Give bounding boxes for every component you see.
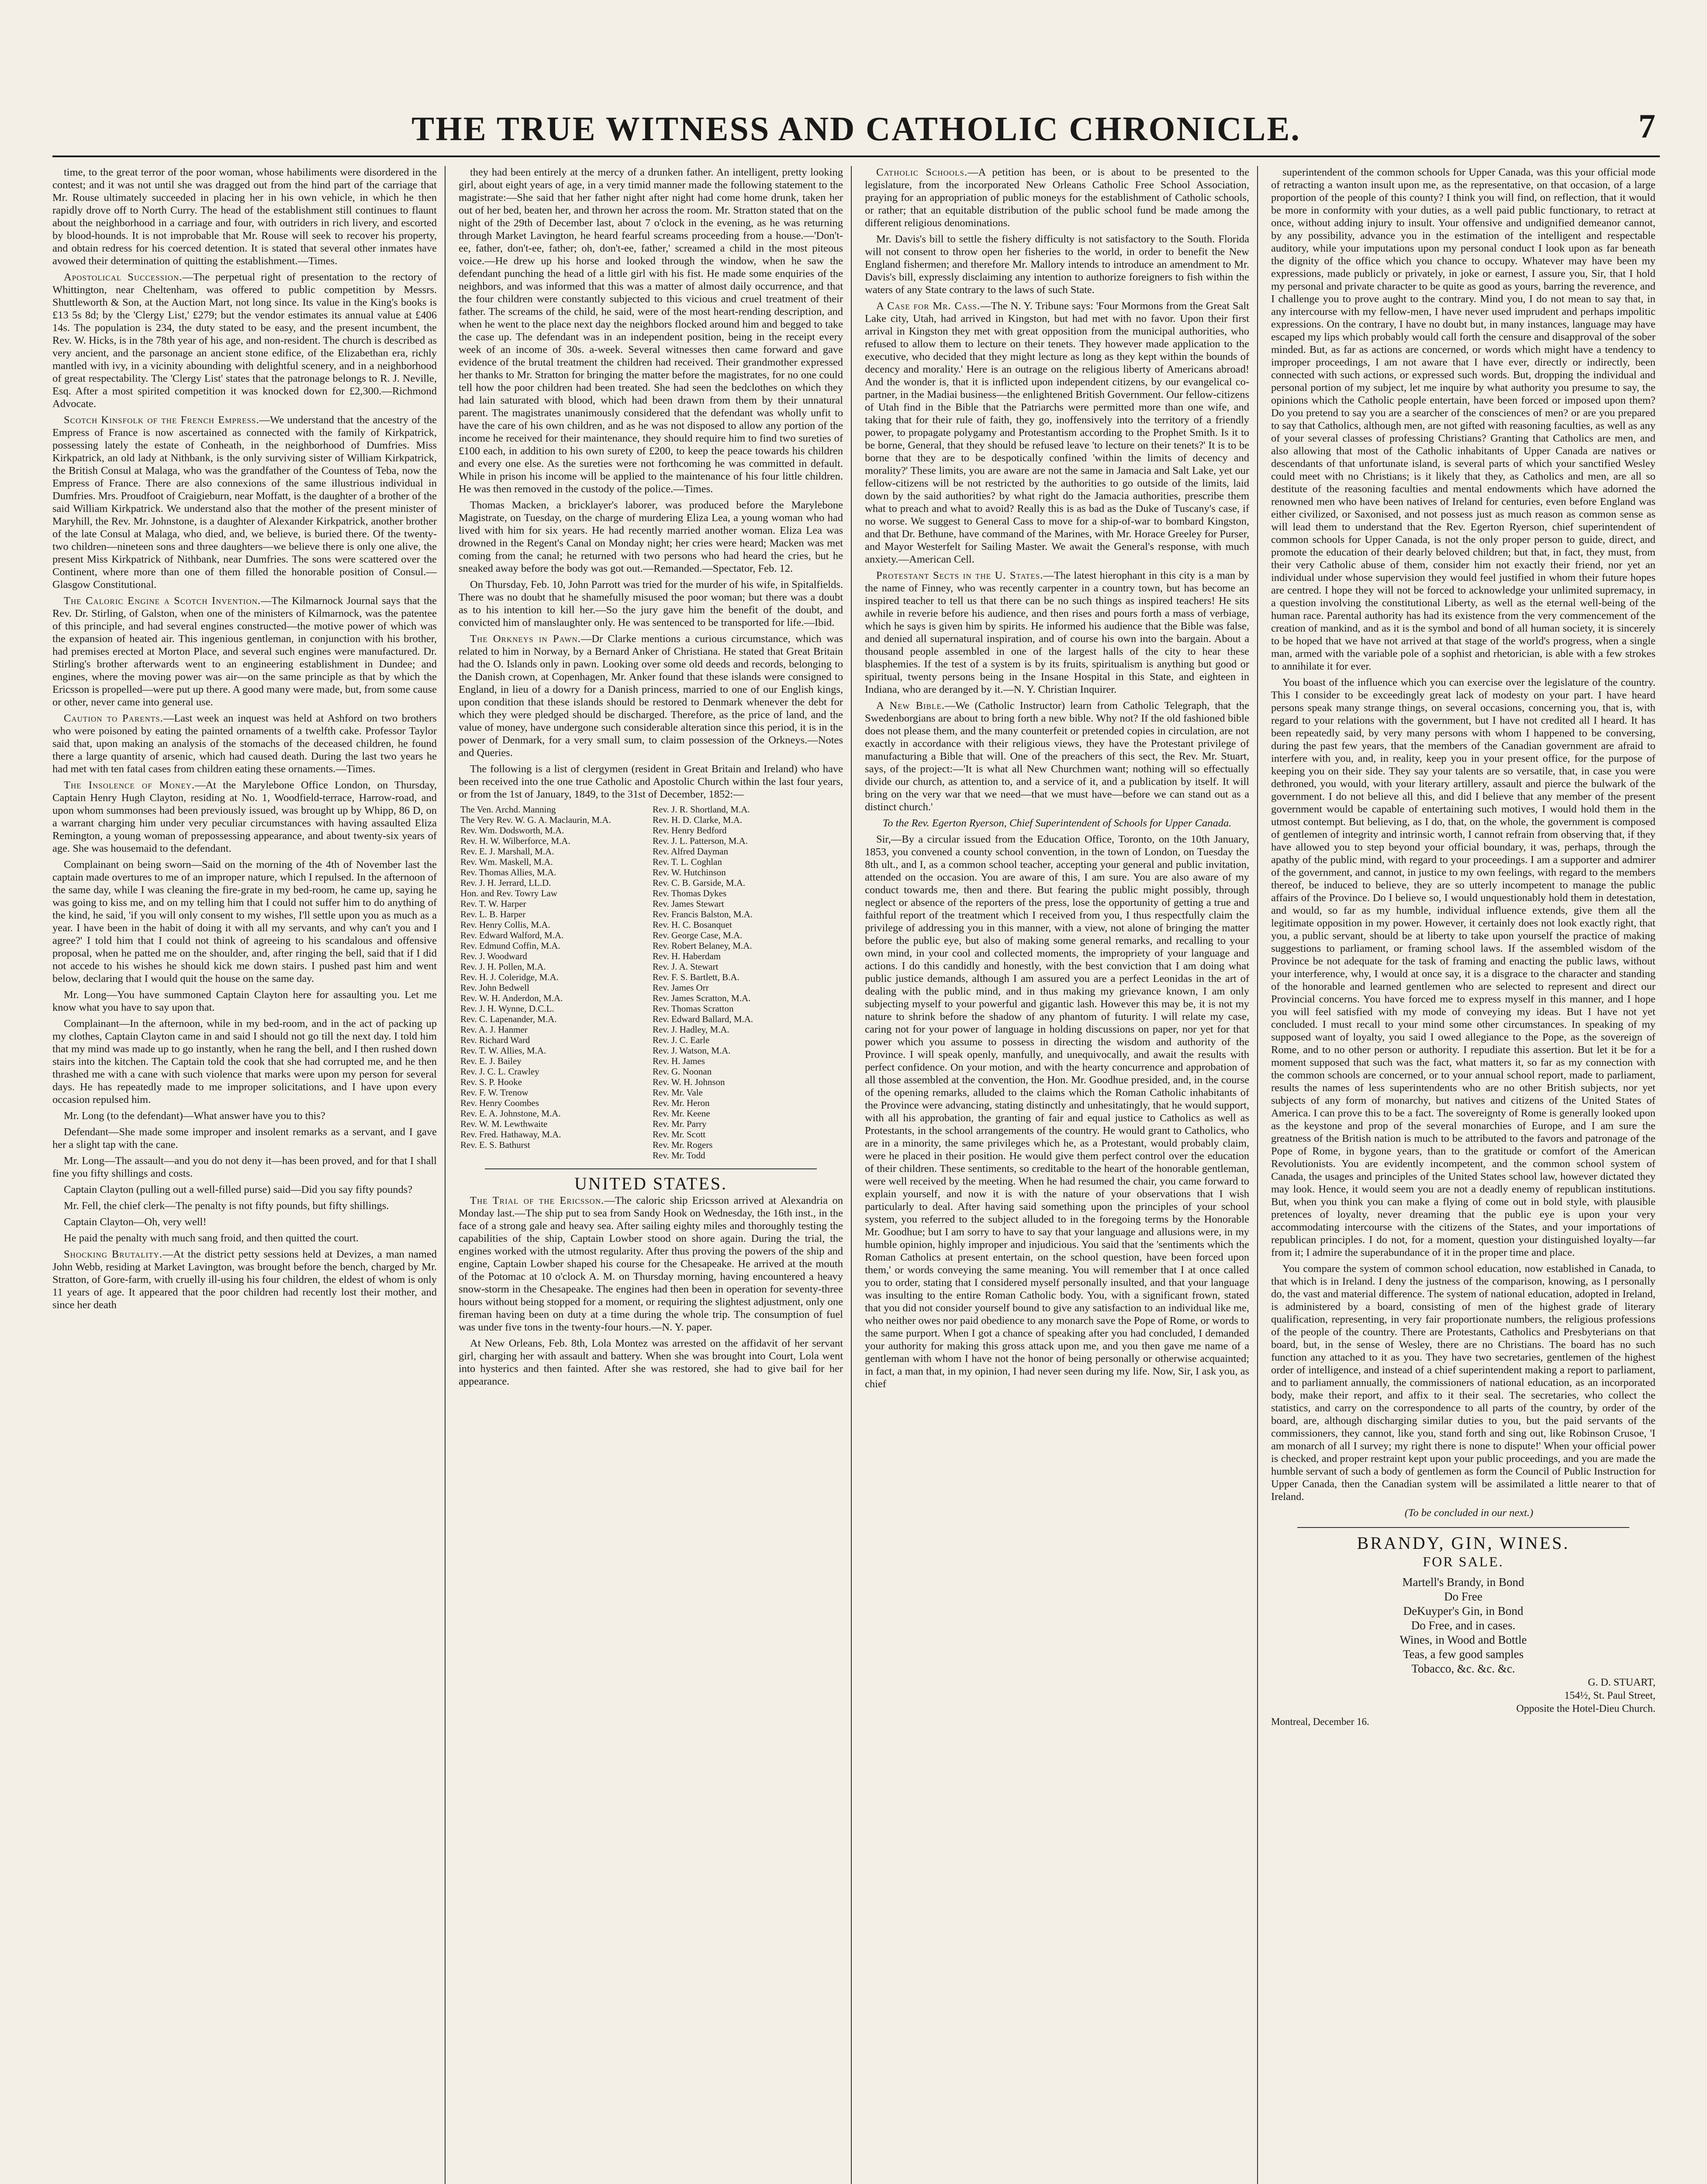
clergy-row: [459, 1108, 843, 1119]
article-paragraph: [52, 271, 437, 410]
clergy-name: Rev. James Scratton, M.A.: [653, 993, 751, 1003]
clergy-name: Rev. T. W. Harper: [460, 898, 526, 909]
article-paragraph: [52, 1017, 437, 1106]
clergy-row: [459, 1066, 843, 1077]
article-text: —Last week an inquest was held at Ashford on two brothers who were poisoned by eating the painted ornaments of a twelfth cake. Professor Taylor said that, upon making an analysis of the stomachs of the deceased children, he found there a large quantity of arsenic, which had caused death. During the last two years he had met with ten fatal cases from children eating these ornaments.—Times.: [52, 712, 437, 775]
clergy-name: Rev. J. Hadley, M.A.: [653, 1024, 729, 1035]
article-paragraph: [459, 632, 843, 759]
clergy-name: Hon. and Rev. Towry Law: [460, 888, 557, 898]
article-lead: Catholic Schools.: [876, 166, 968, 178]
article-text: superintendent of the common schools for Upper Canada, was this your official mode of retracting a wanton insult upon me, as the representative, on that occasion, of a large proportion of the people of this county? I think you will find, on reflection, that it would be more in conformity with your duties, as a well paid public functionary, to retract at once, without adding injury to insult. Your offensive and undignified demeanor cannot, by any possibility, advance you in the estimation of the intelligent and respectable auditory, while your imputations upon my personal conduct I look upon as far beneath the dignity of the office which you chance to occupy. Whatever may have been my expressions, made publicly or privately, in joke or earnest, I assure you, Sir, that I hold my personal and private character to be quite as good as yours, barring the reverence, and I challenge you to prove aught to the contrary. Mind you, I do not mean to say that, in any intercourse with my fellow-men, I have never used imprudent and perhaps impolitic expressions. On the contrary, I have no doubt but, in many instances, language may have escaped my lips which probably would call forth the censure and disapproval of the sober minded. But, as far as actions are concerned, or words which might have a tendency to improper proceedings, I am not aware that I have ever, directly or indirectly, been connected with such actions, or expressed such words. But, dropping the individual and personal portion of my subject, let me inquire by what authority you presume to say, the opinions which the Catholic people entertain, have been forced or imposed upon them? Do you pretend to say you are a searcher of the consciences of men? or are you prepared to say that Catholics, although men, are not gifted with reasoning faculties, as well as any of your several classes of professing Christians? Granting that Catholics are men, and also allowing that most of the Catholic inhabitants of Upper Canada are natives or descendants of that unfortunate island, is several parts of which your sanctified Wesley could meet with no Christians; is it likely that they, as Catholics and men, are all so destitute of the reasoning faculties and mental endowments which have adorned the renowned men who have been natives of Ireland for centuries, even before England was either civilized, or Saxonised, and not possess just as much reason as common sense as will lead them to understand that the Rev. Egerton Ryerson, chief superintendent of common schools for Upper Canada, is not the only proper person to guide, direct, and promote the education of their dearly beloved children; but that, in fact, they must, from their very Catholic abuse of them, consider him not exactly their friend, nor yet an individual under whose supervision they would feel justified in whom their future hopes are centred. I hope they will not be forced to acknowledge your unlimited supremacy, in a question involving the constitutional Liberty, as well as the eternal well-being of the human race. Parental authority has had its existence from the very commencement of the creation of mankind, and as it is the symbol and bond of all human society, it is sincerely to be hoped that we have not arrived at that stage of the world's progress, when a single man, armed with the variable pole of a sophist and rhetorician, is able with a few strokes to annihilate it for ever.: [1271, 166, 1655, 672]
article-paragraph: [865, 699, 1249, 813]
clergy-row: [459, 888, 843, 898]
clergy-row: [459, 857, 843, 867]
article-text: —At the district petty sessions held at Devizes, a man named John Webb, residing at Market Lavington, was brought before the bench, charged by Mr. Stratton, of Gore-farm, with cruelly ill-using his four children, the eldest of whom is only 11 years of age. It appeared that the poor children had recently lost their mother, and since her death: [52, 1248, 437, 1311]
clergy-list: [459, 804, 843, 1161]
article-text: On Thursday, Feb. 10, John Parrott was tried for the murder of his wife, in Spitalfields. There was no doubt that he shamefully misused the poor woman; but there was a doubt as to his intention to kill her.—So the jury gave him the benefit of the doubt, and convicted him of manslaughter only. He was sentenced to be transported for life.—Ibid.: [459, 579, 843, 629]
clergy-row: [459, 836, 843, 846]
article-text: Thomas Macken, a bricklayer's laborer, was produced before the Marylebone Magistrate, on Tuesday, on the charge of murdering Eliza Lea, a young woman who had lived with him for six years. He had recently married another woman. Eliza Lea was drowned in the Regent's Canal on Monday night; her cries were heard; Macken was met coming from the canal; he returned with two persons who had heard the cries, but he sneaked away before the body was got out.—Remanded.—Spectator, Feb. 12.: [459, 499, 843, 574]
clergy-name: Rev. T. L. Coghlan: [653, 857, 722, 867]
clergy-name: Rev. Mr. Parry: [653, 1119, 707, 1129]
article-paragraph: [52, 1232, 437, 1244]
clergy-name: Rev. Alfred Dayman: [653, 846, 729, 857]
clergy-name: Rev. James Stewart: [653, 898, 724, 909]
ad-item: Do Free, and in cases.: [1411, 1619, 1516, 1632]
article-paragraph: [52, 988, 437, 1014]
clergy-row: [459, 1003, 843, 1014]
article-lead: The Insolence of Money.: [64, 779, 195, 791]
clergy-row: [459, 1087, 843, 1098]
article-text: —At the Marylebone Office London, on Thursday, Captain Henry Hugh Clayton, residing at No. 1, Woodfield-terrace, Harrow-road, and upon whom summonses had been previously issued, was brought up by Whipp, 86 D, on a warrant charging him under very peculiar circumstances with having assaulted Eliza Remington, a young woman of prepossessing appearance, and about twenty-six years of age. She was housemaid to the defendant.: [52, 779, 437, 854]
clergy-name: Rev. W. Hutchinson: [653, 867, 726, 878]
ad-item: Martell's Brandy, in Bond: [1402, 1576, 1524, 1589]
article-paragraph: [52, 414, 437, 591]
clergy-row: [459, 972, 843, 982]
clergy-row: [459, 1150, 843, 1161]
article-paragraph: [865, 300, 1249, 566]
clergy-name: Rev. H. J. Coleridge, M.A.: [460, 972, 559, 982]
ad-item: Tobacco, &c. &c. &c.: [1411, 1662, 1515, 1675]
ad-item: Do Free: [1444, 1590, 1482, 1603]
clergy-name: Rev. J. A. Stewart: [653, 961, 719, 972]
clergy-name: Rev. F. S. Bartlett, B.A.: [653, 972, 739, 982]
clergy-name: Rev. W. M. Lewthwaite: [460, 1119, 548, 1129]
clergy-row: [459, 815, 843, 825]
clergy-name: Rev. Henry Coombes: [460, 1098, 539, 1108]
column-divider: [445, 166, 446, 2184]
clergy-name: Rev. J. R. Shortland, M.A.: [653, 804, 750, 815]
article-text: Mr. Long (to the defendant)—What answer have you to this?: [64, 1110, 325, 1122]
clergy-row: [459, 878, 843, 888]
article-text: At New Orleans, Feb. 8th, Lola Montez was arrested on the affidavit of her servant girl, charging her with assault and battery. When she was brought into Court, Lola went into hysterics and then fainted. After she was restored, she had to give bail for her appearance.: [459, 1337, 843, 1387]
clergy-row: [459, 867, 843, 878]
clergy-name: Rev. Wm. Maskell, M.A.: [460, 857, 553, 867]
article-text: —The caloric ship Ericsson arrived at Alexandria on Monday last.—The ship put to sea from Sandy Hook on Wednesday, the 16th inst., in the face of a strong gale and heavy sea. After sailing eighty miles and thoroughly testing the capabilities of the ship, Captain Lowber stood on shore again. During the trial, the engines worked with the utmost regularity. After thus proving the powers of the ship and engine, Captain Lowber shaped his course for the Chesapeake. He arrived at the mouth of the Potomac at 10 o'clock A. M. on Thursday morning, having encountered a heavy snow-storm in the Chesapeake. The engines had then been in operation for seventy-three hours without being stopped for a moment, or requiring the slightest adjustment, only one fireman having been on duty at a time during the whole trip. The consumption of fuel was under five tons in the twenty-four hours.—N. Y. paper.: [459, 1195, 843, 1333]
clergy-name: Rev. C. Lapenander, M.A.: [460, 1014, 557, 1024]
clergy-name: Rev. L. B. Harper: [460, 909, 526, 919]
section-divider: [485, 1168, 817, 1169]
article-lead: A New Bible.: [876, 700, 945, 712]
section-divider: [1297, 1527, 1629, 1528]
clergy-name: Rev. E. J. Marshall, M.A.: [460, 846, 554, 857]
article-paragraph: [52, 166, 437, 267]
article-paragraph: [865, 833, 1249, 1390]
clergy-name: Rev. Thomas Scratton: [653, 1003, 734, 1014]
clergy-row: [459, 1119, 843, 1129]
article-paragraph: [52, 1183, 437, 1196]
article-paragraph: [865, 233, 1249, 296]
clergy-row: [459, 951, 843, 961]
clergy-name: Rev. E. S. Bathurst: [460, 1140, 530, 1150]
ad-item: Wines, in Wood and Bottle: [1399, 1633, 1527, 1646]
article-text: —The latest hierophant in this city is a man by the name of Finney, who was recently carpenter in a country town, but has become an inspired teacher to tell us that there can be no such things as inspired teachers! He sits awhile in reverie before his audience, and then rises and pours forth a mass of verbiage, which he says is given him by spirits. He informed his audience that the Bible was false, and denied all supernatural inspiration, and of course his own into the bargain. About a thousand people assembled in one of the largest halls of the city to hear these blasphemies. If the test of a system is by its fruits, spiritualism is anything but good or spiritual, twenty persons being in the Insane Hospital in this State, and eighteen in Indiana, who are deranged by it.—N. Y. Christian Inquirer.: [865, 570, 1249, 695]
column-divider: [851, 166, 852, 2184]
clergy-name: The Ven. Archd. Manning: [460, 804, 556, 815]
clergy-name: Rev. Thomas Dykes: [653, 888, 727, 898]
advertisement: [1271, 1533, 1655, 1676]
article-text: Mr. Long—You have summoned Captain Clayton here for assaulting you. Let me know what you have to say upon that.: [52, 989, 437, 1013]
article-paragraph: [52, 1154, 437, 1180]
article-text: Mr. Fell, the chief clerk—The penalty is not fifty pounds, but fifty shillings.: [64, 1200, 389, 1212]
masthead: [52, 96, 1660, 149]
article-text: Captain Clayton (pulling out a well-filled purse) said—Did you say fifty pounds?: [64, 1184, 413, 1196]
clergy-name: Rev. J. C. Earle: [653, 1035, 710, 1045]
article-paragraph: [52, 1126, 437, 1151]
article-paragraph: [52, 858, 437, 985]
clergy-name: Rev. Fred. Hathaway, M.A.: [460, 1129, 561, 1140]
clergy-name: Rev. George Case, M.A.: [653, 930, 743, 940]
article-paragraph: [865, 817, 1249, 829]
clergy-row: [459, 1024, 843, 1035]
ad-signature-block: [1271, 1676, 1655, 1715]
article-lead: A Case for Mr. Cass.: [876, 300, 981, 312]
clergy-row: [459, 1140, 843, 1150]
clergy-row: [459, 804, 843, 815]
newspaper-title: THE TRUE WITNESS AND CATHOLIC CHRONICLE.: [411, 110, 1301, 148]
article-paragraph: [52, 712, 437, 775]
clergy-name: The Very Rev. W. G. A. Maclaurin, M.A.: [460, 815, 611, 825]
clergy-name: Rev. S. P. Hooke: [460, 1077, 522, 1087]
article-paragraph: [459, 578, 843, 629]
clergy-name: Rev. Edward Walford, M.A.: [460, 930, 564, 940]
clergy-name: Rev. J. H. Pollen, M.A.: [460, 961, 546, 972]
clergy-name: Rev. A. J. Hanmer: [460, 1024, 528, 1035]
continued-note: (To be concluded in our next.): [1404, 1507, 1534, 1519]
article-paragraph: [459, 499, 843, 575]
article-paragraph: [459, 763, 843, 801]
clergy-name: Rev. Richard Ward: [460, 1035, 530, 1045]
clergy-name: Rev. James Orr: [653, 982, 709, 993]
article-text: —We understand that the ancestry of the Empress of France is now ascertained as connected with the family of Kirkpatrick, possessing lately the estate of Conheath, in the neighborhood of Dumfries. Miss Kirkpatrick, an old lady at Nithbank, is the only surviving sister of William Kirkpatrick, the British Consul at Malaga, who was the grandfather of the Countess of Teba, now the Empress of France. There are also connexions of the same illustrious individual in Dumfries. Mrs. Proudfoot of Craigieburn, near Moffatt, is the daughter of a brother of the said William Kirkpatrick. We understand also that the mother of the present minister of Maryhill, the Rev. Mr. Johnstone, is a daughter of Alexander Kirkpatrick, another brother of the late Consul at Malaga, who died, and, we believe, is buried there. Of the twenty-two children—nineteen sons and three daughters—we believe there is only one alive, the present Miss Kirkpatrick of Nithbank, near Dumfries. The sons were scattered over the Continent, where more than one of them filled the honorable position of Consul.—Glasgow Constitutional.: [52, 414, 437, 591]
clergy-name: Rev. J. C. L. Crawley: [460, 1066, 539, 1077]
clergy-row: [459, 930, 843, 940]
article-text: You compare the system of common school education, now established in Canada, to that which is in Ireland. I deny the justness of the comparison, knowing, as I personally do, the vast and material difference. The system of national education, adopted in Ireland, is administered by a board, consisting of men of the highest grade of literary qualification, representing, in very fair proportionate numbers, the religious professions of the people of the country. There are Protestants, Catholics and Presbyterians on that board, but, in the sense of Wesley, there are no Christians. The board has no such function any attached to it as you. They have two secretaries, gentlemen of the highest order of intelligence, and instead of a chief superintendent making a report to parliament, and to parliament annually, the commissioners of national education, as an incorporated body, make their report, and affix to it their seal. The secretaries, who collect the statistics, and carry on the correspondence to all parts of the country, by order of the board, are, although discharging similar duties to you, but the paid servants of the commissioners, they cannot, like you, stand forth and sing out, like Robinson Crusoe, 'I am monarch of all I survey; my right there is none to dispute!' When your official power is checked, and proper restraint kept upon your public proceedings, and you are made the humble servant of such a body of gentlemen as form the Council of Public Instruction for Upper Canada, then the Canadian system will be assimilated a little nearer to that of Ireland.: [1271, 1263, 1655, 1503]
article-lead: Caution to Parents.: [64, 712, 163, 724]
article-text: Defendant—She made some improper and insolent remarks as a servant, and I gave her a slight tap with the cane.: [52, 1126, 437, 1151]
article-text: —A petition has been, or is about to be presented to the legislature, from the incorporated New Orleans Catholic Free School Association, praying for an appropriation of public moneys for the establishment of Catholic schools, or rather; that an equitable distribution of the public school fund be made among the different religious denominations.: [865, 166, 1249, 229]
column-3: [865, 166, 1249, 2184]
clergy-name: Rev. F. W. Trenow: [460, 1087, 529, 1098]
ad-dateline: Montreal, December 16.: [1271, 1716, 1369, 1727]
clergy-name: Rev. Henry Collis, M.A.: [460, 919, 550, 930]
clergy-name: Rev. H. C. Bosanquet: [653, 919, 732, 930]
masthead-rule: [52, 156, 1660, 157]
article-paragraph: [865, 569, 1249, 696]
clergy-name: Rev. Mr. Keene: [653, 1108, 710, 1119]
clergy-row: [459, 1045, 843, 1056]
clergy-row: [459, 993, 843, 1003]
article-text: they had been entirely at the mercy of a drunken father. An intelligent, pretty looking girl, about eight years of age, in a very timid manner made the following statement to the magistrate:—She said that her father night after night had come home drunk, taken her out of her bed, beaten her, and thrown her across the room. Mr. Stratton stated that on the night of the 29th of December last, about 7 o'clock in the evening, as he was returning through Market Lavington, he heard fearful screams proceeding from a house.—'Don't-ee, father, don't-ee, father; oh, don't-ee, father,' screamed a child in the most piteous voice.—He drew up his horse and looked through the window, when he saw the defendant punching the head of a little girl with his fist. He made some enquiries of the neighbors, and was informed that this was a matter of almost daily occurrence, and that the four children were constantly subjected to this vicious and cruel treatment of their father. The screams of the child, he said, were of the most heart-rending description, and when he went to the place next day the neighbors flocked around him and begged to take the case up. The defendant was in an independent position, being in the receipt every week of an income of 30s. a-week. Several witnesses then came forward and gave evidence of the brutal treatment the children had received. Their grandmother expressed her thanks to Mr. Stratton for bringing the matter before the magistrates, for no one could tell how the poor children had been treated. She had seen the bedclothes on which they had lain saturated with blood, which had been drawn from them by their unnatural parent. The magistrates unanimously considered that the defendant was wholly unfit to have the care of his own children, and as he was not disposed to allow any portion of the income he received for their maintenance, they should require him to find two sureties of £100 each, in addition to his own surety of £200, to keep the peace towards his children and every one else. As the sureties were not forthcoming he was committed in default. While in prison his income will be applied to the maintenance of his four little children. He was then removed in the custody of the police.—Times.: [459, 166, 843, 495]
article-text: Sir,—By a circular issued from the Education Office, Toronto, on the 10th January, 1853, you convened a county school convention, in the town of London, on Tuesday the 8th ult., and I, as a common school teacher, accepting your general and public invitation, attended on the occasion. You are aware of this, I am sure. You are also aware of my conduct towards me, then and there. But fearing the public might possibly, through neglect or absence of the reporters of the press, lose the opportunity of getting a true and faithful report of the treatment which I received from you, I thus respectfully claim the privilege of addressing you in this manner, with a view, not alone of bringing the matter before the public eye, but also of making some general remarks, and recalling to your own mind, in your cool and collected moments, the impropriety of your language and actions. I do this candidly and honestly, with the best conviction that I am doing what public justice demands, although I am assured you are a perfect Leonidas in the art of dealing with the public mind, and in thus making my grievance known, I am only subjecting myself to your powerful and gigantic lash. However this may be, it is not my nature to shrink before the shadow of any phantom of futurity. I will relate my case, caring not for your power of language in holding discussions on paper, nor yet for that power which you assume to possess in directing the wisdom and authority of the Province. I will speak openly, manfully, and unequivocally, and await the results with perfect confidence. On your motion, and with the hearty concurrence and approbation of all those assembled at the convention, the Hon. Mr. Goodhue presided, and, in the course of the opening remarks, alluded to the claims which the Roman Catholic inhabitants of the Province were advancing, stating distinctly and unhesitatingly, that he would support, with all his approbation, the granting of fair and equal justice to Catholics as well as Protestants, in the school arrangements of the country. He would grant to Catholics, who are in a minority, the same privileges which he, as a Protestant, would probably claim, were he placed in their position. He would give them perfect control over the education of their children. These sentiments, so creditable to the heart of the honorable gentleman, were well received by the meeting. When he had resumed the chair, you came forward to explain yourself, and now it is with the nature of your observations that I wish particularly to deal. After having said something upon the principles of your school system, you referred to the subject alluded to in the foregoing terms by the Honorable Mr. Goodhue; but I am sorry to have to say that your language and allusions were, in my humble opinion, highly improper and injudicious. You said that the 'sentiments which the Roman Catholics at present entertain, on the school question, have been forced upon them,' or words conveying the same meaning. You will remember that I at once called you to order, stating that I considered myself personally insulted, and that your language was insulting to the entire Roman Catholic body. You, with a significant frown, stated that you did not consider yourself bound to give any satisfaction to an individual like me, who neither owes nor paid obedience to any monarch save the Pope of Rome, or words to the same purport. When I got a chance of speaking after you had concluded, I demanded your authority for making this gross attack upon me, and you then gave me name of a gentleman with whom I have not the honor of being personally or otherwise acquainted; in fact, a man that, in my opinion, I had never seen during my life. Now, Sir, I ask you, as chief: [865, 833, 1249, 1390]
column-2: [459, 166, 843, 2184]
article-lead: Apostolical Succession.: [64, 271, 183, 283]
clergy-row: [459, 1014, 843, 1024]
clergy-row: [459, 898, 843, 909]
clergy-name: Rev. Mr. Scott: [653, 1129, 706, 1140]
clergy-name: Rev. J. Woodward: [460, 951, 527, 961]
clergy-name: Rev. H. W. Wilberforce, M.A.: [460, 836, 570, 846]
article-text: The following is a list of clergymen (resident in Great Britain and Ireland) who have been received into the one true Catholic and Apostolic Church within the last four years, or from the 1st of January, 1849, to the 31st of December, 1852:—: [459, 763, 843, 800]
article-paragraph: [52, 594, 437, 708]
article-paragraph: [52, 1199, 437, 1212]
article-text: —We (Catholic Instructor) learn from Catholic Telegraph, that the Swedenborgians are about to bring forth a new bible. Why not? If the old fashioned bible does not please them, and the many counterfeit or pretended copies in circulation, are not exactly in accordance with their religious views, they have the Protestant privilege of manufacturing a Bible that will. One of the preachers of this sect, the Rev. Mr. Stuart, says, of the project:—'It is what all New Churchmen want; nothing will so effectually divide our church, as attention to, and a service of it, and a publication by itself. It will bring on the very war that we need—that we must have—before we can stand out as a distinct church.': [865, 700, 1249, 813]
article-lead: Shocking Brutality.: [64, 1248, 162, 1260]
clergy-row: [459, 961, 843, 972]
article-paragraph: [1271, 1262, 1655, 1503]
ad-item: DeKuyper's Gin, in Bond: [1403, 1604, 1524, 1617]
clergy-name: Rev. C. B. Garside, M.A.: [653, 878, 746, 888]
article-text: time, to the great terror of the poor woman, whose habiliments were disordered in the contest; and it was not until she was dragged out from the hind part of the carriage that Mr. Rouse ultimately succeeded in placing her in his own vehicle, in which he then rapidly drove off to North Curry. The head of the establishment still continues to flaunt about the neighborhood in a carriage and four, with outriders in rich livery, and escorted by blood-hounds. It is not improbable that Mr. Rouse will seek to recover his property, and obtain redress for his coerced detention. It is stated that several other inmates have avowed their determination of quitting the establishment.—Times.: [52, 166, 437, 267]
clergy-name: Rev. Mr. Rogers: [653, 1140, 713, 1150]
article-text: —The perpetual right of presentation to the rectory of Whittington, near Cheltenham, was offered to public competition by Messrs. Shuttleworth & Son, at the Auction Mart, not long since. Its value in the King's books is £13 5s 8d; by the 'Clergy List,' £279; but the vendor estimates its annual value at £406 14s. The population is 234, the duty stated to be easy, and the present incumbent, the Rev. W. Hicks, is in the 78th year of his age, and non-resident. The church is described as very ancient, and the parsonage an ancient stone edifice, of the Elizabethan era, richly mantled with ivy, in a vicinity abounding with delightful scenery, and in a neighborhood of great respectability. The 'Clergy List' states that the patronage belongs to R. J. Neville, Esq. After a most spirited competition it was knocked down for £2,300.—Richmond Advocate.: [52, 271, 437, 410]
clergy-name: Rev. W. H. Anderdon, M.A.: [460, 993, 563, 1003]
clergy-row: [459, 1056, 843, 1066]
clergy-name: Rev. H. D. Clarke, M.A.: [653, 815, 743, 825]
clergy-name: Rev. Francis Balston, M.A.: [653, 909, 753, 919]
clergy-name: Rev. Mr. Todd: [653, 1150, 705, 1161]
clergy-name: Rev. Mr. Heron: [653, 1098, 710, 1108]
ad-item: Teas, a few good samples: [1403, 1648, 1524, 1661]
clergy-row: [459, 1129, 843, 1140]
article-paragraph: [459, 1194, 843, 1334]
clergy-row: [459, 825, 843, 836]
article-paragraph: [865, 166, 1249, 229]
clergy-name: Rev. Wm. Dodsworth, M.A.: [460, 825, 564, 836]
article-text: —The Kilmarnock Journal says that the Rev. Dr. Stirling, of Galston, when one of the ministers of Kilmarnock, was the patentee of this principle, and had several engines constructed—the motive power of which was the expansion of heated air. This ingenious gentleman, in conjunction with his brother, had premises erected at Morton Place, and several such engines were manufactured. Dr. Stirling's brother afterwards went to an engineering establishment in Dundee; and engines, where the moving power was air—on the same principle as that by which the Ericsson is propelled—were put up there. A good many were made, but, from some cause or other, never came into general use.: [52, 595, 437, 708]
ad-signature: G. D. STUART,: [1588, 1677, 1655, 1688]
clergy-row: [459, 940, 843, 951]
clergy-name: Rev. H. Haberdam: [653, 951, 721, 961]
clergy-row: [459, 846, 843, 857]
clergy-name: Rev. G. Noonan: [653, 1066, 712, 1077]
article-paragraph: [52, 1109, 437, 1122]
article-text: —Dr Clarke mentions a curious circumstance, which was related to him in Norway, by a Bernard Anker of Christiana. He stated that Great Britain had the O. Islands only in pawn. Looking over some old deeds and records, belonging to the Danish crown, at Copenhagen, Mr. Anker found that these islands were consigned to England, in lieu of a dowry for a Danish princess, married to one of our English kings, upon condition that these islands should be restored to Denmark whenever the debt for which they were pledged should be discharged. Therefore, as the price of land, and the value of money, have undergone such considerable alteration since this period, it is in the power of Denmark, for a very small sum, to claim possession of the Orkneys.—Notes and Queries.: [459, 633, 843, 759]
clergy-row: [459, 1077, 843, 1087]
column-1: [52, 166, 437, 2184]
column-divider: [1257, 166, 1258, 2184]
article-paragraph: [459, 166, 843, 495]
clergy-name: Rev. John Bedwell: [460, 982, 529, 993]
article-text: To the Rev. Egerton Ryerson, Chief Superintendent of Schools for Upper Canada.: [882, 817, 1232, 829]
article-paragraph: [459, 1337, 843, 1388]
clergy-name: Rev. J. H. Jerrard, LL.D.: [460, 878, 551, 888]
clergy-name: Rev. W. H. Johnson: [653, 1077, 725, 1087]
clergy-name: Rev. Mr. Vale: [653, 1087, 703, 1098]
article-text: Mr. Davis's bill to settle the fishery difficulty is not satisfactory to the South. Florida will not consent to throw open her fisheries to the world, in order to benefit the New England fishermen; and therefore Mr. Mallory intends to introduce an amendment to Mr. Davis's bill, expressly disclaiming any intention to authorize foreigners to fish within the waters of any State contrary to the laws of such State.: [865, 233, 1249, 296]
article-paragraph: [52, 779, 437, 855]
clergy-name: [459, 1150, 651, 1161]
clergy-name: Rev. J. H. Wynne, D.C.L.: [460, 1003, 554, 1014]
clergy-name: Rev. H. James: [653, 1056, 705, 1066]
article-lead: The Caloric Engine a Scotch Invention.: [64, 595, 261, 607]
clergy-name: Rev. E. J. Bailey: [460, 1056, 522, 1066]
article-paragraph: [52, 1216, 437, 1228]
clergy-name: Rev. Henry Bedford: [653, 825, 727, 836]
article-paragraph: [1271, 166, 1655, 673]
clergy-name: Rev. T. W. Allies, M.A.: [460, 1045, 546, 1056]
article-lead: The Trial of the Ericsson.: [470, 1195, 605, 1206]
article-text: Mr. Long—The assault—and you do not deny it—has been proved, and for that I shall fine you fifty shillings and costs.: [52, 1155, 437, 1179]
article-text: —The N. Y. Tribune says: 'Four Mormons from the Great Salt Lake city, Utah, had arrived in Kingston, but had met with no favor. Upon their first arrival in Kingston they met with great opposition from the municipal authorities, who refused to allow them to lecture on their tenets. They however made application to the executive, who decided that they might lecture as long as they kept within the bounds of decency and morality.' Here is an outrage on the religious liberty of Americans abroad! And the wonder is, that it is inflicted upon independent citizens, by our evangelical co-partner, in the Madiai business—the enlightened British Government. Our fellow-citizens of Utah find in the Bible that the Patriarchs were permitted more than one wife, and taking that for their rule of faith, they go, inoffensively into the territory of a friendly power, to propagate polygamy and Protestantism according to the Prophet Smith. Is it to be borne, General, that they should be refused leave 'to lecture on their tenets?' It is to be borne that they are to be despotically confined 'within the limits of decency and morality?' These limits, you are aware are not the same in Jamacia and Salt Lake, yet our fellow-citizens will be not restricted by the authorities to go outside of the limits, laid down by the said authorities? by what right do the Jamacia authorities, prescribe them what to preach and what to avoid? Really this is as bad as the Duke of Tuscany's case, if no worse. We suggest to General Cass to move for a ship-of-war to bombard Kingston, and that Dr. Bethune, have command of the Marines, with Mr. Horace Greeley for Purser, and Mayor Westerfelt for Sailing Master. We await the General's response, with much anxiety.—American Cell.: [865, 300, 1249, 565]
clergy-row: [459, 909, 843, 919]
clergy-name: Rev. Edward Ballard, M.A.: [653, 1014, 753, 1024]
clergy-name: Rev. Edmund Coffin, M.A.: [460, 940, 560, 951]
article-text: Complainant—In the afternoon, while in my bed-room, and in the act of packing up my clothes, Captain Clayton came in and said I should not go till the next day. I told him that my mind was made up to go instantly, when he rang the bell, and I then rushed down stairs into the kitchen. The Captain told the cook that she had corrupted me, and he then thrashed me with a cane with such violence that marks were upon my person for several days. He has repeatedly made to me improper solicitations, and I have upon every occasion repulsed him.: [52, 1018, 437, 1106]
clergy-name: Rev. Thomas Allies, M.A.: [460, 867, 556, 878]
section-heading-united-states: UNITED STATES.: [574, 1174, 727, 1193]
clergy-row: [459, 1098, 843, 1108]
article-lead: Protestant Sects in the U. States.: [876, 570, 1044, 581]
clergy-row: [459, 982, 843, 993]
column-4: [1271, 166, 1655, 2184]
ad-subtitle: FOR SALE.: [1423, 1554, 1504, 1569]
ad-address: 154½, St. Paul Street,: [1564, 1690, 1655, 1701]
clergy-name: Rev. E. A. Johnstone, M.A.: [460, 1108, 561, 1119]
article-text: You boast of the influence which you can exercise over the legislature of the country. This I consider to be exceedingly great lack of modesty on your part. I have heard persons speak many strange things, on several occasions, concerning you, that is, with regard to your relations with the government, but I have not credited all I heard. It has been repeatedly said, by very many persons with whom I happened to be conversing, during the past few years, that the members of the Canadian government are afraid to interfere with you, and, in reality, keep you in your present office, for the purpose of keeping you on their side. They say your talents are so versatile, that, in case you were dethroned, you would, with your literary artillery, assault and pierce the bulwark of the government. I do not believe all this, and did I believe that any member of the present government would be capable of entertaining such motives, I would hold them in the utmost contempt. But believing, as I do, that, on the whole, the government is composed of gentlemen of integrity and intrinsic worth, I cannot refrain from observing that, if they have allowed you to step beyond your official boundary, it was, perhaps, through the apathy of the public mind, with regard to your proceedings. I am a supporter and admirer of the government, and cannot, in justice to my own feelings, with regard to the members thereof, be induced to believe, they are so utterly incompetent to manage the public affairs of the Province. Do I believe so, I would unquestionably hold them in detestation, and would, so far as my humble, individual influence extends, give them all the legitimate opposition in my power. However, it certainly does not look exactly right, that you, a public servant, should be at liberty to take upon yourself the practice of making suggestions to parliament, or framing school laws. If the assembled wisdom of the Province be not adequate for the task of framing and enacting the public laws, without your interference, why, I would at once say, it is a disgrace to the character and standing of the honorable and learned gentlemen who are selected to represent and direct our Provincial concerns. You have forced me to express myself in this manner, and I hope you will feel satisfied with my mode of conveying my ideas. But I have not yet concluded. I must recall to your mind some other circumstances. In speaking of my supposed want of loyalty, you said I owed allegiance to the Pope, as the sovereign of Rome, and to no other person or authority. I repudiate this assertion. But let it be for a moment supposed that such was the fact, what matters it, so far as my connection with the common schools are concerned, or to your annual school report, made to parliament, results the names of less superintendents who are no other British subjects, nor yet subjects of any form of monarchy, but natives and citizens of the United States of America. I can prove this to be a fact. The sovereignty of Rome is generally looked upon as the keystone and prop of the several monarchies of Europe, and I am sure the greatness of the British nation is much to be attributed to the favors and patronage of the Pope of Rome, in bygone years, than to the gratitude or comfort of the American Revolutionists. You are evidently incompetent, and the common school system of Canada, the usages and principles of the United States school law, however dictated they may look. Hence, it would seem you are not a deadly enemy of republican institutions. But, when you think you can make a flying of come out in bold style, with plausible pretences of loyalty, never dreaming that the public eye is upon your very accommodating intercourse with the citizens of the States, and your importations of republican principles. I do not, for a moment, question your distinguished loyalty—far from it; I admire the superabundance of it in the proper time and place.: [1271, 677, 1655, 1258]
article-text: He paid the penalty with much sang froid, and then quitted the court.: [64, 1232, 359, 1244]
article-text: Captain Clayton—Oh, very well!: [64, 1216, 207, 1228]
article-paragraph: [52, 1248, 437, 1311]
page-number: 7: [1638, 107, 1655, 145]
clergy-name: Rev. J. Watson, M.A.: [653, 1045, 731, 1056]
article-text: Complainant on being sworn—Said on the morning of the 4th of November last the captain made overtures to me of an improper nature, which I repulsed. In the afternoon of the same day, while I was cleaning the fire-grate in my bed-room, he came up, saying he was going to kiss me, and on my telling him that I could not suffer him to do anything of the kind, he said, 'if you will only consent to my wishes, I'll settle upon you as much as a year. I have been in the habit of doing it with all my servants, and why can't you and I agree?' I told him that I could not think of agreeing to his scandalous and offensive proposal, when he patted me on the shoulder, and, after ringing the bell, said that if I did not accede to his wishes he should kick me down stairs. I pushed past him and went below, declaring that I would quit the house on the same day.: [52, 859, 437, 985]
article-lead: Scotch Kinsfolk of the French Empress.: [64, 414, 259, 426]
clergy-row: [459, 1035, 843, 1045]
clergy-name: Rev. J. L. Patterson, M.A.: [653, 836, 748, 846]
ad-item-list: [1271, 1575, 1655, 1676]
clergy-row: [459, 919, 843, 930]
ad-address-note: Opposite the Hotel-Dieu Church.: [1516, 1703, 1655, 1714]
article-lead: The Orkneys in Pawn.: [470, 633, 581, 645]
ad-title: BRANDY, GIN, WINES.: [1357, 1533, 1570, 1553]
clergy-name: Rev. Robert Belaney, M.A.: [653, 940, 752, 951]
article-paragraph: [1271, 676, 1655, 1259]
